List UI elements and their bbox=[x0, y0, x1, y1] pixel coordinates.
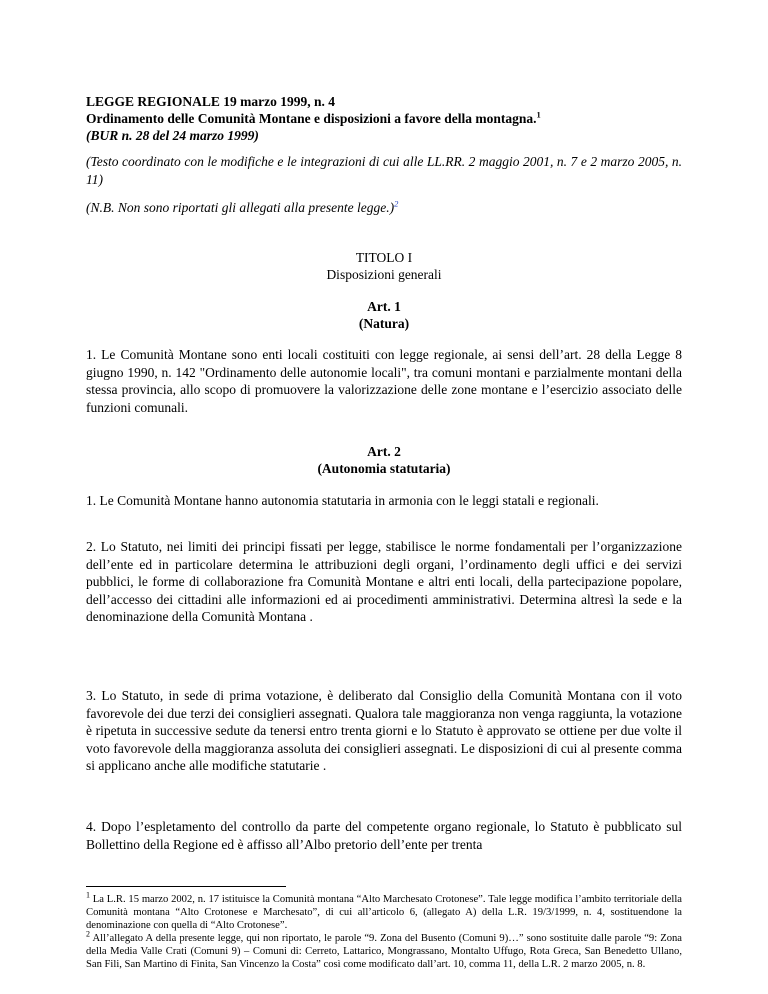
law-subtitle: Ordinamento delle Comunità Montane e disposizioni a favore della montagna.$^1$ bbox=[86, 109, 541, 126]
footnote-1-mark: 1 bbox=[86, 890, 90, 900]
coordinated-text-note: (Testo coordinato con le modifiche e le integrazioni di cui alle LL.RR. 2 maggio 2001, n. 7 e 2 marzo 2005, n. 11) bbox=[86, 154, 682, 187]
footnote-1: $^1$ La L.R. 15 marzo 2002, n. 17 istituisce la Comunità montana “Alto Marchesato Crotonese”. Tale legge modifica l’ambito territoriale della Comunità montana “Alto Crotonese e Marchesato”, di cui all’articolo 6, (allegato A) della L.R. 19/3/1999, n. 4, sostituendone la denominazione con quella di “Alto Crotonese”. bbox=[86, 890, 682, 931]
nb-note: (N.B. Non sono riportati gli allegati alla presente legge.)$^2$ bbox=[86, 198, 399, 215]
article-2-paragraph-3: 3. Lo Statuto, in sede di prima votazione, è deliberato dal Consiglio della Comunità Montana con il voto favorevole dei due terzi dei consiglieri assegnati. Qualora tale maggioranza non venga raggiunta, la votazione è ripetuta in successive sedute da tenersi entro trenta giorni e lo Statuto è approvato se ottiene per due volte il voto favorevole della maggioranza assoluta dei consiglieri assegnati. Le disposizioni di cui al presente comma si applicano anche alle modifiche statutarie . bbox=[86, 688, 682, 773]
footnote-2: $^2$ All’allegato A della presente legge, qui non riportato, le parole “9. Zona del Busento (Comuni 9)…” sono sostituite dalle parole “9: Zona della Media Valle Crati (Comuni 9) – Comuni di: Cerreto, Lattarico, Mongrassano, Montalto Uffugo, Rota Greca, San Benedetto Ullano, San Fili, San Martino di Finita, San Vincenzo la Costa” così come modificato dall’art. 10, comma 11, della L.R. 2 marzo 2005, n. 8. bbox=[86, 929, 682, 970]
article-1-heading: (Natura) bbox=[358, 316, 410, 331]
article-1-paragraph-1: 1. Le Comunità Montane sono enti locali costituiti con legge regionale, ai sensi dell’art. 28 della Legge 8 giugno 1990, n. 142 "Ordinamento delle autonomie locali", tra comuni montani e parzialmente montani della stessa provincia, allo scopo di promuovere la valorizzazione delle zone montane e l’esercizio associato delle funzioni comunali. bbox=[86, 347, 682, 415]
footnote-separator bbox=[86, 886, 286, 887]
article-2-paragraph-4: 4. Dopo l’espletamento del controllo da parte del competente organo regionale, lo Statuto è pubblicato sul Bollettino della Regione ed è affisso all’Albo pretorio dell’ente per trenta bbox=[86, 819, 682, 852]
footnote-ref-1[interactable]: 1 bbox=[536, 109, 541, 120]
article-2-number: Art. 2 bbox=[367, 444, 401, 459]
footnote-2-mark: 2 bbox=[86, 929, 90, 939]
law-title: LEGGE REGIONALE 19 marzo 1999, n. 4 bbox=[86, 94, 336, 109]
article-2-heading: (Autonomia statutaria) bbox=[317, 461, 451, 476]
article-2-paragraph-1: 1. Le Comunità Montane hanno autonomia statutaria in armonia con le leggi statali e regionali. bbox=[86, 493, 599, 508]
titolo-number: TITOLO I bbox=[355, 250, 413, 265]
article-2-paragraph-2: 2. Lo Statuto, nei limiti dei principi fissati per legge, stabilisce le norme fondamentali per l’organizzazione dell’ente ed in particolare determina le attribuzioni degli organi, l’ordinamento degli uffici e dei servizi pubblici, le forme di collaborazione fra Comunità Montane e altri enti locali, della partecipazione popolare, dell’accesso dei cittadini alle informazioni ed ai procedimenti amministrativi. Determina altresì la sede e la denominazione della Comunità Montana . bbox=[86, 539, 682, 624]
titolo-name: Disposizioni generali bbox=[326, 267, 442, 282]
bur-reference: (BUR n. 28 del 24 marzo 1999) bbox=[86, 128, 259, 143]
article-1-number: Art. 1 bbox=[367, 299, 401, 314]
footnote-ref-2[interactable]: 2 bbox=[394, 198, 399, 209]
